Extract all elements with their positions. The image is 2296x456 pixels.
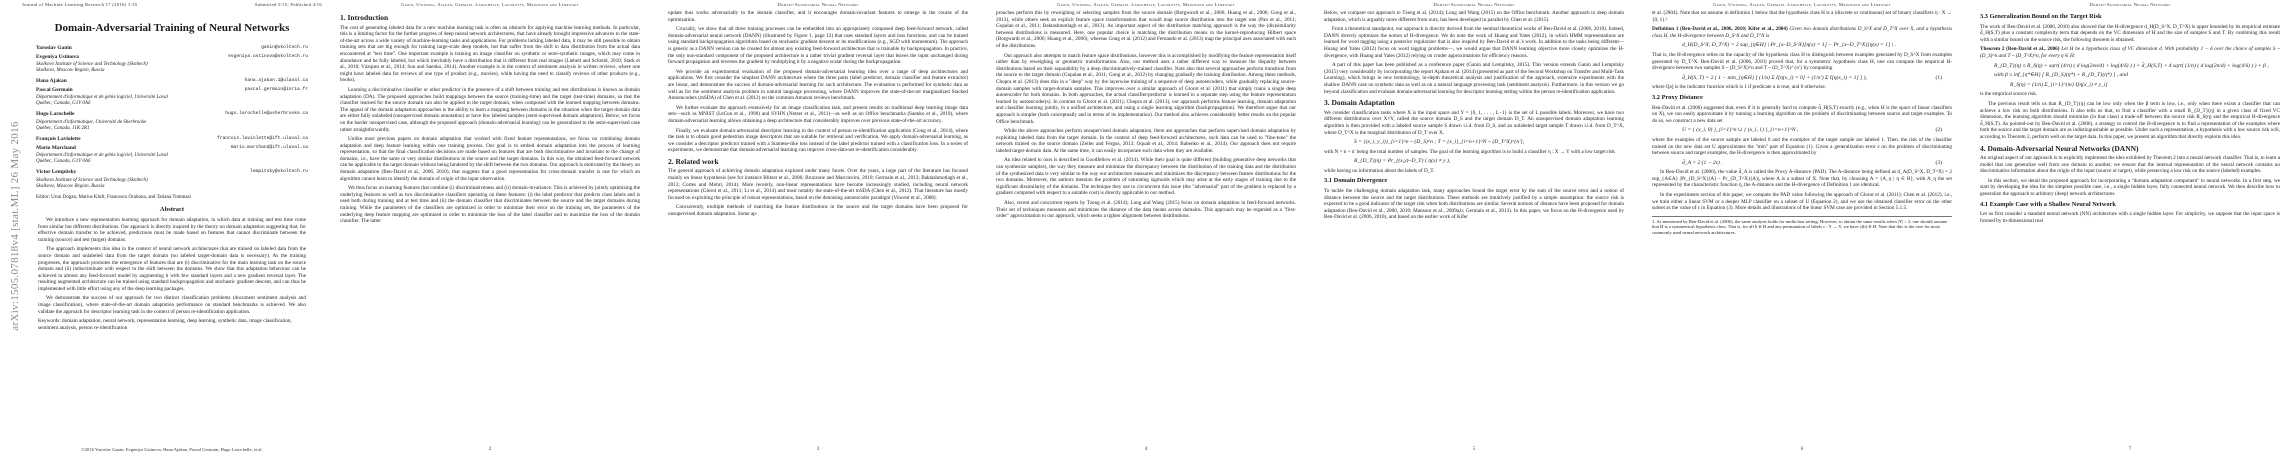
page-number: 2 <box>488 447 492 453</box>
equation-number: (1) <box>1935 74 1942 81</box>
affiliation: Skolkovo Institute of Science and Technology (Skoltech) Skolkovo, Moscow Region, Russia <box>36 62 148 74</box>
author-row <box>36 45 308 52</box>
editor-line: Editor: Urun Dogan, Marius Kloft, Francesco Orabona, and Tatiana Tommasi <box>36 194 191 200</box>
paragraph: To tackle the challenging domain adaptation task, many approaches bound the target error by the sum of the source error and a notion of distance between the source and the target distributions. These methods are intuitively justified by a simple assumption: the source risk is expected to be a good indicator of the target risk when both distributions are similar. Several notions of distance have been proposed for domain adaptation (Ben-David et al., 2006, 2010; Mansour et al., 2009a,b; Germain et al., 2013). In this paper, we focus on the H-divergence used by Ben-David et al. (2006, 2010), and based on the earlier work of Kifer <box>1324 188 1624 221</box>
running-head: Ganin, Ustinova, Ajakan, Germain, Larochelle, Laviolette, Marchand and Lempitsky <box>1713 1 1891 7</box>
running-head: Domain-Adversarial Neural Networks <box>777 1 859 7</box>
page-number: 3 <box>816 447 820 453</box>
equation <box>2010 82 2270 89</box>
paragraph: While the above approaches perform unsupervised domain adaptation, there are approaches that perform supervised domain adaptation by exploiting labeled data from the target domain. In the context of deep feed-forward architectures, such data can be used to "fine-tune" the network trained on the source domain (Zeiler and Fergus, 2013; Oquab et al., 2014; Babenko et al., 2014). Our approach does not require labeled target-domain data. At the same time, it can easily incorporate such data when they are available. <box>996 128 1296 154</box>
author-name: Hana Ajakan <box>36 78 67 85</box>
paragraph: A part of this paper has been published as a conference paper (Ganin and Lempitsky, 2015). This version extends Ganin and Lempitsky (2015) very considerably by incorporating the report Ajakan et al. (2014) (presented as part of the Second Workshop on Transfer and Multi-Task Learning), which brings in new terminology, in-depth theoretical analysis and justification of the approach, extensive experiments with the shallow DANN case on synthetic data as well as on a natural language processing task (sentiment analysis). Furthermore, in this version we go beyond classification and evaluate domain-adversarial learning for descriptor learning setting within the person re-identification application. <box>1324 62 1624 95</box>
paragraph: From a theoretical standpoint, our approach is directly derived from the seminal theoretical works of Ben-David et al. (2006, 2010). Indeed, DANN directly optimizes the notion of H-divergence. We do note the work of Huang and Yates (2012), in which HMM representations are learned for word tagging using a posterior regularizer that is also inspired by Ben-David et al.'s work. In addition to the tasks being different—Huang and Yates (2012) focus on word tagging problems—, we would argue that DANN learning objective more closely optimizes the H-divergence, with Huang and Yates (2012) relying on cruder approximations for efficiency reasons. <box>1324 26 1624 59</box>
keywords: Keywords: domain adaptation, neural network, representation learning, deep learning, synthetic data, image classification, sentiment analysis, person re-identification <box>38 318 292 331</box>
arxiv-stamp <box>0 0 21 456</box>
theorem-label: Theorem 2 (Ben-David et al., 2006) <box>1980 46 2060 53</box>
author-name: Yaroslav Ganin <box>36 45 72 51</box>
author-name: Mario Marchand <box>36 144 76 151</box>
page-5 <box>1324 0 1624 456</box>
equation-body: d̂_H(S, T) = 2 ( 1 − min_{η∈H} [ (1/n) Σ I[η(x_i) = 0] + (1/n') Σ I[η(x_i) = 1] ] ), <box>1682 74 1867 81</box>
abstract <box>38 217 306 315</box>
subsection-heading: 4.1 Example Case with a Shallow Neural Network <box>1980 200 2116 208</box>
copyright-footer: ©2016 Yaroslav Ganin, Evgeniya Ustinova, Hana Ajakan, Pascal Germain, Hugo Larochelle, et al. <box>81 447 263 453</box>
equation <box>1354 139 1614 146</box>
paragraph: Below, we compare our approach to Tzeng et al. (2014); Long and Wang (2015) on the Office benchmark. Another approach to deep domain adaptation, which is arguably more different from ours, has been developed in parallel by Chen et al. (2015). <box>1324 10 1624 23</box>
equation-number: (3) <box>1935 159 1942 166</box>
paragraph: with N = n + n' being the total number of samples. The goal of the learning algorithm is to build a classifier η : X → Y with a low target risk <box>1324 148 1615 155</box>
equation <box>1682 42 1942 49</box>
abstract-paragraph: We demonstrate the success of our approach for two distinct classification problems (document sentiment analysis and image classification), where state-of-the-art domain adaptation performance on standard benchmarks is achieved. We also validate the approach for descriptor learning task in the context of person re-identification application. <box>38 295 306 315</box>
equation-body: S = {(x_i, y_i)}_{i=1}^n ~ (D_S)^n ; T = {x_i}_{i=n+1}^N ~ (D_T^X)^{n'}, <box>1354 139 1525 146</box>
paragraph: In this section, we detail the proposed approach for incorporating a "domain adaptation component" to neural networks. In a first step, we start by developing the idea for the simplest possible case, i.e., a single hidden layer, fully connected neural network. We then describe how to generalize the approach to arbitrary (deep) network architectures. <box>1980 177 2280 198</box>
equation-body: d̂_A = 2 (1 − 2ε) . <box>1682 159 1723 166</box>
equation <box>1682 75 1942 82</box>
author-row <box>36 54 308 61</box>
page-4 <box>996 0 1296 456</box>
paragraph: We consider classification tasks where X is the input space and Y = {0, 1, . . . , L−1} is the set of L possible labels. Moreover, we have two different distributions over X×Y, called the source domain D_S and the target domain D_T. An unsupervised domain adaptation learning algorithm is then provided with a labeled source sample S drawn i.i.d. from D_S, and an unlabeled target sample T drawn i.i.d. from D_T^X, where D_T^X is the marginal distribution of D_T over X. <box>1324 109 1624 136</box>
author-row <box>36 145 308 152</box>
paragraph: Crucially, we show that all three training processes can be embedded into an appropriately composed deep feed-forward network, called domain-adversarial neural network (DANN) (illustrated by Figure 1, page 12) that uses standard layers and loss functions, and can be trained using standard backpropagation algorithms based on stochastic gradient descent or its modifications (e.g., SGD with momentum). The approach is generic as a DANN version can be created for almost any existing feed-forward architecture that is trainable by backpropagation. In practice, the only non-standard component of the proposed architecture is a rather trivial gradient reversal layer that leaves the input unchanged during forward propagation and reverses the gradient by multiplying it by a negative scalar during the backpropagation. <box>668 26 968 66</box>
paragraph: et al. (2004). Note that we assume in definition 1 below that the hypothesis class H is a (discrete or continuous) set of binary classifiers η : X → {0, 1}.¹ <box>1652 10 1952 23</box>
author-row <box>36 111 308 118</box>
abstract-heading: Abstract <box>159 206 185 214</box>
equation-body: R_{D_T}(η) = Pr_{(x,y)~D_T} ( η(x) ≠ y ), <box>1354 158 1451 165</box>
author-name: Hugo Larochelle <box>36 111 75 118</box>
running-head: Domain-Adversarial Neural Networks <box>1433 1 1515 7</box>
paragraph: Let us first consider a standard neural network (NN) architecture with a single hidden layer. For simplicity, we suppose that the input space is formed by m-dimensional real <box>1980 211 2280 224</box>
equation <box>1354 158 1614 165</box>
paragraph: The previous result tells us that R_{D_T}(η) can be low only when the β term is low, i.e., only when there exists a classifier that can achieve a low risk on both distributions. It also tells us that, to find a classifier with a small R_{D_T}(η) in a given class of fixed VC dimension, the learning algorithm should minimize (in that class) a trade-off between the source risk R_S(η) and the empirical H-divergence d̂_H(S,T). As pointed-out by Ben-David et al. (2006), a strategy to control the H-divergence is to find a representation of the examples where both the source and the target domain are as indistinguishable as possible. Under such a representation, a hypothesis with a low source risk will, according to Theorem 2, perform well on the target data. In this paper, we present an algorithm that directly exploits this idea. <box>1980 100 2280 140</box>
footnote: 1. As mentioned by Ben-David et al. (2006), the same analysis holds for multiclass setting. However, to obtain the same results when |Y| > 2, one should assume that H is a symmetrical hypothesis class. That is, for all h ∈ H and any permutation of labels c : Y → Y, we have c(h) ∈ H. Note that this is the case for most commonly used neural network architectures. <box>1652 216 1952 236</box>
author-email: pascal.germain@inria.fr <box>244 86 308 92</box>
page-6 <box>1652 0 1952 456</box>
author-name: Victor Lempitsky <box>36 169 77 176</box>
arxiv-stamp-text: arXiv:1505.07818v4 [stat.ML] 26 May 2016 <box>9 121 21 331</box>
paragraph: We provide an experimental evaluation of the proposed domain-adversarial learning idea over a range of deep architectures and applications. We first consider the simplest DANN architecture where the three parts (label predictor, domain classifier and feature extractor) are linear, and demonstrate the success of domain-adversarial learning for such architecture. The evaluation is performed for synthetic data as well as for the sentiment analysis problem in natural language processing, where DANN improves the state-of-the-art marginalized Stacked Autoencoders (mSDA) of Chen et al. (2012) on the common Amazon reviews benchmark. <box>668 68 968 102</box>
page-3 <box>668 0 968 456</box>
paper-title: Domain-Adversarial Training of Neural Networks <box>54 22 290 34</box>
running-head: Ganin, Ustinova, Ajakan, Germain, Larochelle, Laviolette, Marchand and Lempitsky <box>1057 1 1235 7</box>
theorem <box>1980 46 2280 59</box>
abstract-paragraph: The approach implements this idea in the context of neural network architectures that are trained on labeled data from the source domain and unlabeled data from the target domain (no labeled target-domain data is necessary). As the training progresses, the approach promotes the emergence of features that are (i) discriminative for the main learning task on the source domain and (ii) indiscriminate with respect to the shift between the domains. We show that this adaptation behaviour can be achieved in almost any feed-forward model by augmenting it with few standard layers and a new gradient reversal layer. The resulting augmented architecture can be trained using standard backpropagation and stochastic gradient descent, and can thus be implemented with little effort using any of the deep learning packages. <box>38 246 306 292</box>
author-name: Pascal Germain <box>36 86 73 93</box>
equation <box>1994 63 2270 70</box>
equation-body: with β ≥ inf_{η*∈H} [ R_{D_S}(η*) + R_{D_T}(η*) ] , and <box>1994 72 2128 79</box>
paragraph: Our approach also attempts to match feature space distributions, however this is accomplished by modifying the feature representation itself rather than by reweighing or geometric transformation. Also, our method uses a rather different way to measure the disparity between distributions based on their separability by a deep discriminatively-trained classifier. Note also that several approaches perform transition from the source to the target domain (Gopalan et al., 2011; Gong et al., 2012) by changing gradually the training distribution. Among these methods, Chopra et al. (2013) does this in a "deep" way by the layerwise training of a sequence of deep autoencoders, while gradually replacing source-domain samples with target-domain samples. This improves over a similar approach of Glorot et al. (2011) that simply trains a single deep autoencoder for both domains. In both approaches, the actual classifier/predictor is learned in a separate step using the feature representation learned by autoencoder(s). In contrast to Glorot et al. (2011); Chopra et al. (2013), our approach performs feature learning, domain adaptation and classifier learning jointly, in a unified architecture, and using a single learning algorithm (backpropagation). We therefore argue that our approach is simpler (both conceptually and in terms of its implementation). Our method also achieves considerably better results on the popular Office benchmark. <box>996 52 1296 125</box>
paragraph: Concurrently, multiple methods of matching the feature distributions in the source and the target domains have been proposed for unsupervised domain adaptation. Some ap- <box>668 204 968 218</box>
paragraph: The work of Ben-David et al. (2006, 2010) also showed that the H-divergence d_H(D_S^X, D_T^X) is upper bounded by its empirical estimate d̂_H(S,T) plus a constant complexity term that depends on the VC dimension of H and the size of samples S and T. By combining this result with a similar bound on the source risk, the following theorem is obtained. <box>1980 23 2280 43</box>
author-row <box>36 78 308 85</box>
author-email: ganin@skoltech.ru <box>261 45 308 50</box>
author-email: evgeniya.ustinova@skoltech.ru <box>228 53 308 59</box>
equation-body: R_S(η) = (1/n) Σ_{i=1}^{m} I[η(x_i) ≠ y_i] <box>2010 81 2108 88</box>
running-head: Ganin, Ustinova, Ajakan, Germain, Larochelle, Laviolette, Marchand and Lempitsky <box>401 1 579 7</box>
subsection-heading: 3.1 Domain Divergence <box>1324 177 1388 185</box>
author-row <box>36 169 308 176</box>
paragraph: proaches perform this by reweighing or selecting samples from the source domain (Borgwardt et al., 2006; Huang et al., 2006; Gong et al., 2013), while others seek an explicit feature space transformation that would map source distribution into the target one (Pan et al., 2011; Gopalan et al., 2011; Baktashmotlagh et al., 2013). An important aspect of the distribution matching approach is the way the (dis)similarity between distributions is measured. Here, one popular choice is matching the distribution means in the kernel-reproducing Hilbert space (Borgwardt et al., 2006; Huang et al., 2006), whereas Gong et al. (2012) and Fernando et al. (2013) map the principal axes associated with each of the distributions. <box>996 10 1296 49</box>
section-heading: 1. Introduction <box>340 13 389 22</box>
paragraph: Finally, we evaluate domain-adversarial descriptor learning in the context of person re-identification application (Gong et al., 2014), where the task is to obtain good pedestrian image descriptors that are suitable for retrieval and verification. We apply domain-adversarial learning, as we consider a descriptor predictor trained with a Siamese-like loss instead of the label predictor trained with a classification loss. In a series of experiments, we demonstrate that domain-adversarial learning can improve cross-data-set re-identification considerably. <box>668 127 968 154</box>
paragraph: We further evaluate the approach extensively for an image classification task, and present results on traditional deep learning image data sets—such as MNIST (LeCun et al., 1998) and SVHN (Netzer et al., 2011)—as well as on Office benchmarks (Saenko et al., 2010), where domain-adversarial learning allows obtaining a deep architecture that considerably improves over previous state-of-the-art accuracy. <box>668 104 968 124</box>
equation-body: d_H(D_S^X, D_T^X) = 2 sup_{η∈H} | Pr_{x~D_S^X}[η(x) = 1] − Pr_{x~D_T^X}[η(x) = 1] | . <box>1682 42 1896 49</box>
page-1 <box>22 0 322 456</box>
author-email: hana.ajakan.1@ulaval.ca <box>244 78 308 84</box>
page-number: 7 <box>2128 447 2132 453</box>
equation-body: U = { (x_i, 0) }_{i=1}^n ∪ { (x_i, 1) }_{i=n+1}^N , <box>1682 127 1799 134</box>
subsection-heading: 3.2 Proxy Distance <box>1652 93 1703 101</box>
theorem-text: Let H be a hypothesis class of VC dimension d. With probability 1 − δ over the choice of samples S ~ (D_S)^n and T ~ (D_T^X)^n, for every η ∈ H: <box>1980 46 2280 59</box>
paragraph: where I[a] is the indicator function which is 1 if predicate a is true, and 0 otherwise. <box>1652 84 1827 91</box>
paragraph: We thus focus on learning features that combine (i) discriminativeness and (ii) domain-invariance. This is achieved by jointly optimizing the underlying features as well as two discriminative classifiers operating on these features: (i) the label predictor that predicts class labels and is used both during training and at test time and (ii) the domain classifier that discriminates between the source and the target domains during training. While the parameters of the classifiers are optimized in order to minimize their error on the training set, the parameters of the underlying deep feature mapping are optimized in order to minimize the loss of the label classifier and to maximize the loss of the domain classifier. The latter <box>340 185 640 225</box>
definition-text: Given two domain distributions D_S^X and D_T^X over X, and a hypothesis class H, the H-divergence between D_S^X and D_T^X is <box>1652 26 1952 39</box>
section-heading: 3. Domain Adaptation <box>1324 98 1395 108</box>
affiliation: Skolkovo Institute of Science and Technology (Skoltech) Skolkovo, Moscow Region, Russia <box>36 177 148 189</box>
page-number: 5 <box>1472 447 1476 453</box>
paragraph: while having no information about the labels of D_T. <box>1324 167 1435 174</box>
paragraph: is the empirical source risk. <box>1980 91 2038 98</box>
journal-header: Journal of Machine Learning Research 17 (2016) 1-35 <box>22 1 138 7</box>
author-email: lempitsky@skoltech.ru <box>250 169 308 175</box>
equation-number: (2) <box>1935 127 1942 134</box>
author-row <box>36 87 308 94</box>
subsection-heading: 3.3 Generalization Bound on the Target Risk <box>1980 13 2102 20</box>
section-heading: 4. Domain-Adversarial Neural Networks (DANN) <box>1980 143 2139 153</box>
equation <box>1994 72 2270 79</box>
page-number: 4 <box>1144 447 1148 453</box>
page-1-header <box>22 0 322 10</box>
author-name: Evgeniya Ustinova <box>36 53 79 60</box>
paragraph: In the experiments section of this paper, we compute the PAD value following the approach of Glorot et al. (2011); Chen et al. (2012), i.e., we train either a linear SVM or a deeper MLP classifier on a subset of U (Equation 2), and we use the obtained classifier error on the other subset as the value of ε in Equation (3). More details and illustrations of the linear SVM case are provided in Section 5.1.5. <box>1652 192 1952 212</box>
running-head: Domain-Adversarial Neural Networks <box>2089 1 2171 7</box>
paragraph: Ben-David et al. (2006) suggested that, even if it is generally hard to compute d̂_H(S,T) exactly (e.g., when H is the space of linear classifiers on X), we can easily approximate it by running a learning algorithm on the problem of discriminating between source and target examples. To do so, we construct a new data set <box>1652 104 1952 124</box>
paragraph: The general approach of achieving domain adaptation explored under many facets. Over the years, a large part of the literature has focused mainly on linear hypothesis (see for instance Blitzer et al., 2006; Bruzzone and Marconcini, 2010; Germain et al., 2013; Baktashmotlagh et al., 2013; Cortes and Mohri, 2014). More recently, non-linear representations have become increasingly studied, including neural network representations (Glorot et al., 2011; Li et al., 2014) and most notably the state-of-the-art mSDA (Chen et al., 2012). That literature has mostly focused on exploiting the principle of robust representations, based on the denoising autoencoder paradigm (Vincent et al., 2008). <box>668 168 968 201</box>
section-heading: 2. Related work <box>668 156 719 166</box>
paragraph: The cost of generating labeled data for a new machine learning task is often an obstacle for applying machine learning methods. In particular, this is a limiting factor for the further progress of deep neural network architectures, that have already brought impressive advances to the state-of-the-art across a wide variety of machine-learning tasks and applications. For problems lacking labeled data, it may be still possible to obtain training sets that are big enough for training large-scale deep models, but that suffer from the shift in data distribution from the actual data encountered at "test time". One important example is training an image classifier on synthetic or semi-synthetic images, which may come in abundance and be fully labeled, but which inevitably have a distribution that is different from real images (Liebelt and Schmid, 2010; Stark et al., 2010; Vázquez et al., 2014; Sun and Saenko, 2014). Another example is in the context of sentiment analysis in written reviews, where one might have labeled data for reviews of one type of product (e.g., movies), while having the need to classify reviews of other products (e.g., books). <box>340 24 640 84</box>
paragraph: Learning a discriminative classifier or other predictor in the presence of a shift between training and test distributions is known as domain adaptation (DA). The proposed approaches build mappings between the source (training-time) and the target (test-time) domains, so that the classifier learned for the source domain can also be applied to the target domain, when composed with the learned mapping between domains. The appeal of the domain adaptation approaches is the ability to learn a mapping between domains in the situation when the target domain data are either fully unlabeled (unsupervised domain annotation) or have few labeled samples (semi-supervised domain adaptation). Below, we focus on the harder unsupervised case, although the proposed approach (domain-adversarial learning) can be generalized to the semi-supervised case rather straightforwardly. <box>340 86 640 133</box>
affiliation: Département d'informatique, Université de Sherbrooke Québec, Canada, J1K 2R1 <box>36 119 147 131</box>
paragraph: An idea related to ours is described in Goodfellow et al. (2014). While their goal is quite different (building generative deep networks that can synthesize samples), the way they measure and minimize the discrepancy between the distribution of the training data and the distribution of the synthesized data is very similar to the way our architecture measures and minimizes the discrepancy between feature distributions for the two domains. Moreover, the authors mention the problem of saturating sigmoids which may arise at the early stages of training due to the significant dissimilarity of the domains. The technique they use to circumvent this issue (the "adversarial" part of the gradient is replaced by a gradient computed with respect to a suitable cost) is directly applicable to our method. <box>996 157 1296 197</box>
page-2 <box>340 0 640 456</box>
paragraph: In Ben-David et al. (2006), the value d̂_A is called the Proxy A-distance (PAD). The A-distance being defined as d_A(D_S^X, D_T^X) = 2 sup_{A∈A} |Pr_{D_S^X}(A) − Pr_{D_T^X}(A)|, where A is a subset of X. Note that, by choosing A = {A_η | η ∈ H}, with A_η the set represented by the characteristic function η, the A-distance and the H-divergence of Definition 1 are identical. <box>1652 169 1952 189</box>
definition-label: Definition 1 (Ben-David et al., 2006, 2010; Kifer et al., 2004) <box>1652 26 1788 33</box>
paragraph: update thus works adversarially to the domain classifier, and it encourages domain-invariant features to emerge in the course of the optimization. <box>668 10 968 23</box>
author-email: mario.marchand@ift.ulaval.ca <box>230 144 308 150</box>
paragraph: Also, recent and concurrent reports by Tzeng et al. (2014); Long and Wang (2015) focus on domain adaptation in feed-forward networks. Their set of techniques measures and minimizes the distance of the data means across domains. This approach may be regarded as a "first-order" approximation to our approach, which seeks a tighter alignment between distributions. <box>996 200 1296 220</box>
paragraph: That is, the H-divergence relies on the capacity of the hypothesis class H to distinguish between examples generated by D_S^X from examples generated by D_T^X. Ben-David et al. (2006, 2010) proved that, for a symmetric hypothesis class H, one can compute the empirical H-divergence between two samples S ~ (D_S^X)^n and T ~ (D_T^X)^{n'} by computing <box>1652 51 1952 72</box>
author-row <box>36 136 308 143</box>
author-email: hugo.larochelle@usherbrooke.ca <box>225 111 308 117</box>
submission-header: Submitted 5/15; Published 4/16 <box>254 1 322 7</box>
paragraph: where the examples of the source sample are labeled 0 and the examples of the target sample are labeled 1. Then, the risk of the classifier trained on the new data set U approximates the "min" part of Equation (1). Given a generalization error ε on the problem of discriminating between source and target examples, the H-divergence is then approximated by <box>1652 136 1952 157</box>
definition <box>1652 26 1952 39</box>
abstract-paragraph: We introduce a new representation learning approach for domain adaptation, in which data at training and test time come from similar but different distributions. Our approach is directly inspired by the theory on domain adaptation suggesting that, for effective domain transfer to be achieved, predictions must be made based on features that cannot discriminate between the training (source) and test (target) domains. <box>38 216 306 243</box>
equation-body: R_{D_T}(η) ≤ R_S(η) + sqrt( (4/n) ( d log(2en/d) + log(4/δ) ) ) + d̂_H(S,T) + 4 sqrt( (1/n) ( d log(2n/d) + log(4/δ) ) ) + β , <box>1994 62 2269 69</box>
paragraph: An original aspect of our approach is to explicitly implement the idea exhibited by Theorem 2 into a neural network classifier. That is, to learn a model that can generalize well from one domain to another, we ensure that the internal representation of the neural network contains no discriminative information about the origin of the input (source or target), while preserving a low risk on the source (labeled) examples. <box>1980 155 2280 175</box>
affiliation: Département d'informatique et de génie logiciel, Université Laval Québec, Canada, G1V 0A6 <box>36 153 168 165</box>
page-7 <box>1980 0 2280 456</box>
equation <box>1682 160 1942 167</box>
author-email: francois.laviolette@ift.ulaval.ca <box>217 135 308 141</box>
page-number: 6 <box>1800 447 1804 453</box>
affiliation: Département d'informatique et de génie logiciel, Université Laval Québec, Canada, G1V 0A6 <box>36 95 168 107</box>
equation <box>1682 127 1942 134</box>
paragraph: Unlike most previous papers on domain adaptation that worked with fixed feature representations, we focus on combining domain adaptation and deep feature learning within one training process. Our goal is to embed domain adaptation into the process of learning representation, so that the final classification decisions are made based on features that are both discriminative and invariant to the change of domains, i.e., have the same or very similar distributions in the source and the target domains. In this way, the obtained feed-forward network can be applicable to the target domain without being hindered by the shift between the two domains. Our approach is motivated by the theory on domain adaptation (Ben-David et al., 2006, 2010), that suggests that a good representation for cross-domain transfer is one for which an algorithm cannot learn to identify the domain of origin of the input observation. <box>340 136 640 182</box>
author-name: François Laviolette <box>36 135 81 142</box>
